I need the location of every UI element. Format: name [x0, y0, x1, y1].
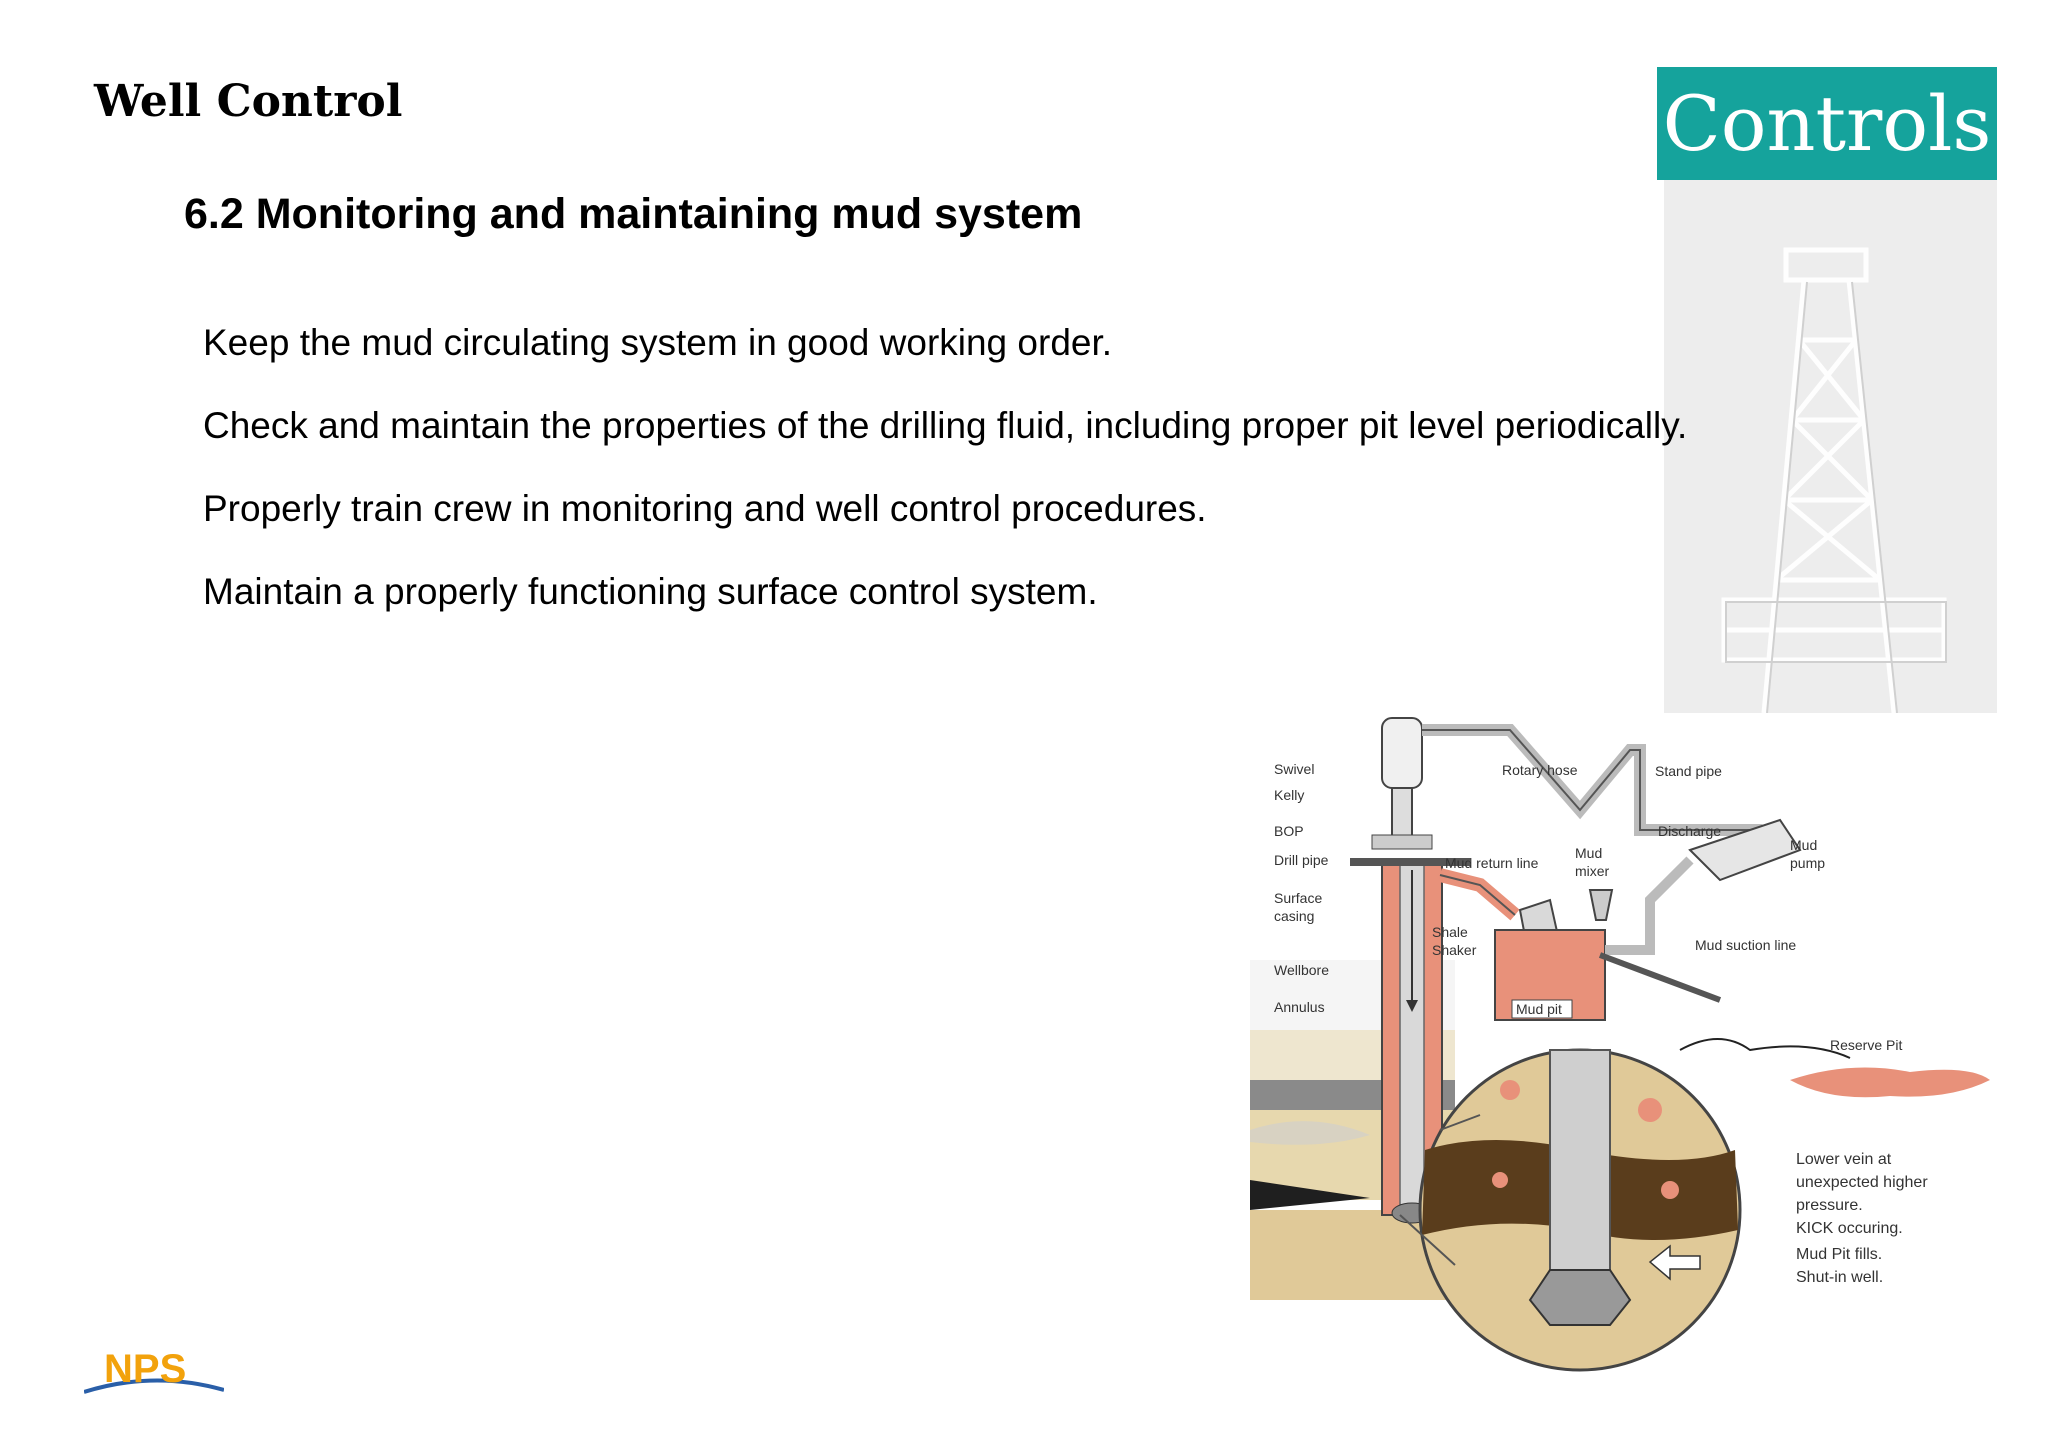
- reserve-line: [1600, 955, 1720, 1000]
- label-kelly: Kelly: [1274, 787, 1305, 803]
- nps-logo-icon: [84, 1340, 224, 1400]
- section-badge: Controls: [1657, 67, 1997, 180]
- label-mud-mixer: Mud: [1575, 845, 1603, 861]
- list-item: Keep the mud circulating system in good working order.: [203, 322, 1113, 363]
- kick-note-line: Lower vein at: [1796, 1151, 1892, 1168]
- mud-mixer-icon: [1590, 890, 1612, 920]
- label-annulus: Annulus: [1274, 999, 1325, 1015]
- label-rotary-hose: Rotary hose: [1502, 762, 1578, 778]
- list-item: Properly train crew in monitoring and well control procedures.: [203, 488, 1207, 529]
- kick-note-line: Mud Pit fills.: [1796, 1246, 1883, 1263]
- label-shale-shaker: Shale: [1432, 924, 1468, 940]
- reserve-pit-track: [1680, 1039, 1850, 1058]
- mud-bubble: [1638, 1098, 1662, 1122]
- mud-bubble: [1492, 1172, 1508, 1188]
- kick-note-line: pressure.: [1796, 1197, 1863, 1214]
- kick-note-line: Shut-in well.: [1796, 1269, 1884, 1286]
- label-surface-casing: Surface: [1274, 890, 1323, 906]
- label-mud-suction-line: Mud suction line: [1695, 937, 1797, 953]
- label-mud-pump: pump: [1790, 855, 1826, 871]
- label-wellbore: Wellbore: [1274, 962, 1329, 978]
- reserve-pit-icon: [1790, 1068, 1990, 1098]
- derrick-background-panel: [1664, 180, 1997, 713]
- label-stand-pipe: Stand pipe: [1655, 763, 1722, 779]
- kick-note-line: unexpected higher: [1796, 1174, 1928, 1191]
- mud-bubble: [1661, 1181, 1679, 1199]
- bop-icon: [1372, 835, 1432, 849]
- label-mud-pit: Mud pit: [1516, 1001, 1562, 1017]
- mud-return-line: [1440, 875, 1515, 915]
- label-surface-casing: casing: [1274, 908, 1315, 924]
- magnified-drill-pipe: [1550, 1050, 1610, 1300]
- magnified-bit-icon: [1530, 1270, 1630, 1325]
- mud-circulation-diagram: [1250, 710, 2010, 1390]
- bullet-list: [203, 318, 1687, 650]
- kick-note-line: KICK occuring.: [1796, 1220, 1903, 1237]
- mud-suction-line: [1605, 860, 1690, 950]
- label-mud-pump: Mud: [1790, 837, 1818, 853]
- label-shale-shaker: Shaker: [1432, 942, 1477, 958]
- label-drill-pipe: Drill pipe: [1274, 852, 1329, 868]
- list-item: Check and maintain the properties of the drilling fluid, including proper pit level periodically.: [203, 405, 1688, 446]
- label-mud-mixer: mixer: [1575, 863, 1610, 879]
- label-reserve-pit: Reserve Pit: [1830, 1037, 1903, 1053]
- label-swivel: Swivel: [1274, 761, 1315, 777]
- mud-bubble: [1500, 1080, 1520, 1100]
- section-title: 6.2 Monitoring and maintaining mud system: [184, 190, 1083, 238]
- derrick-watermark-icon: [1664, 180, 1997, 713]
- rotary-hose: [1422, 730, 1790, 850]
- list-item: Maintain a properly functioning surface control system.: [203, 571, 1098, 612]
- label-mud-return-line: Mud return line: [1445, 855, 1539, 871]
- swivel-icon: [1382, 718, 1422, 788]
- brand-title: Well Control: [94, 76, 403, 127]
- nps-logo-text: NPS: [104, 1347, 187, 1391]
- label-bop: BOP: [1274, 823, 1304, 839]
- label-discharge: Discharge: [1658, 823, 1722, 839]
